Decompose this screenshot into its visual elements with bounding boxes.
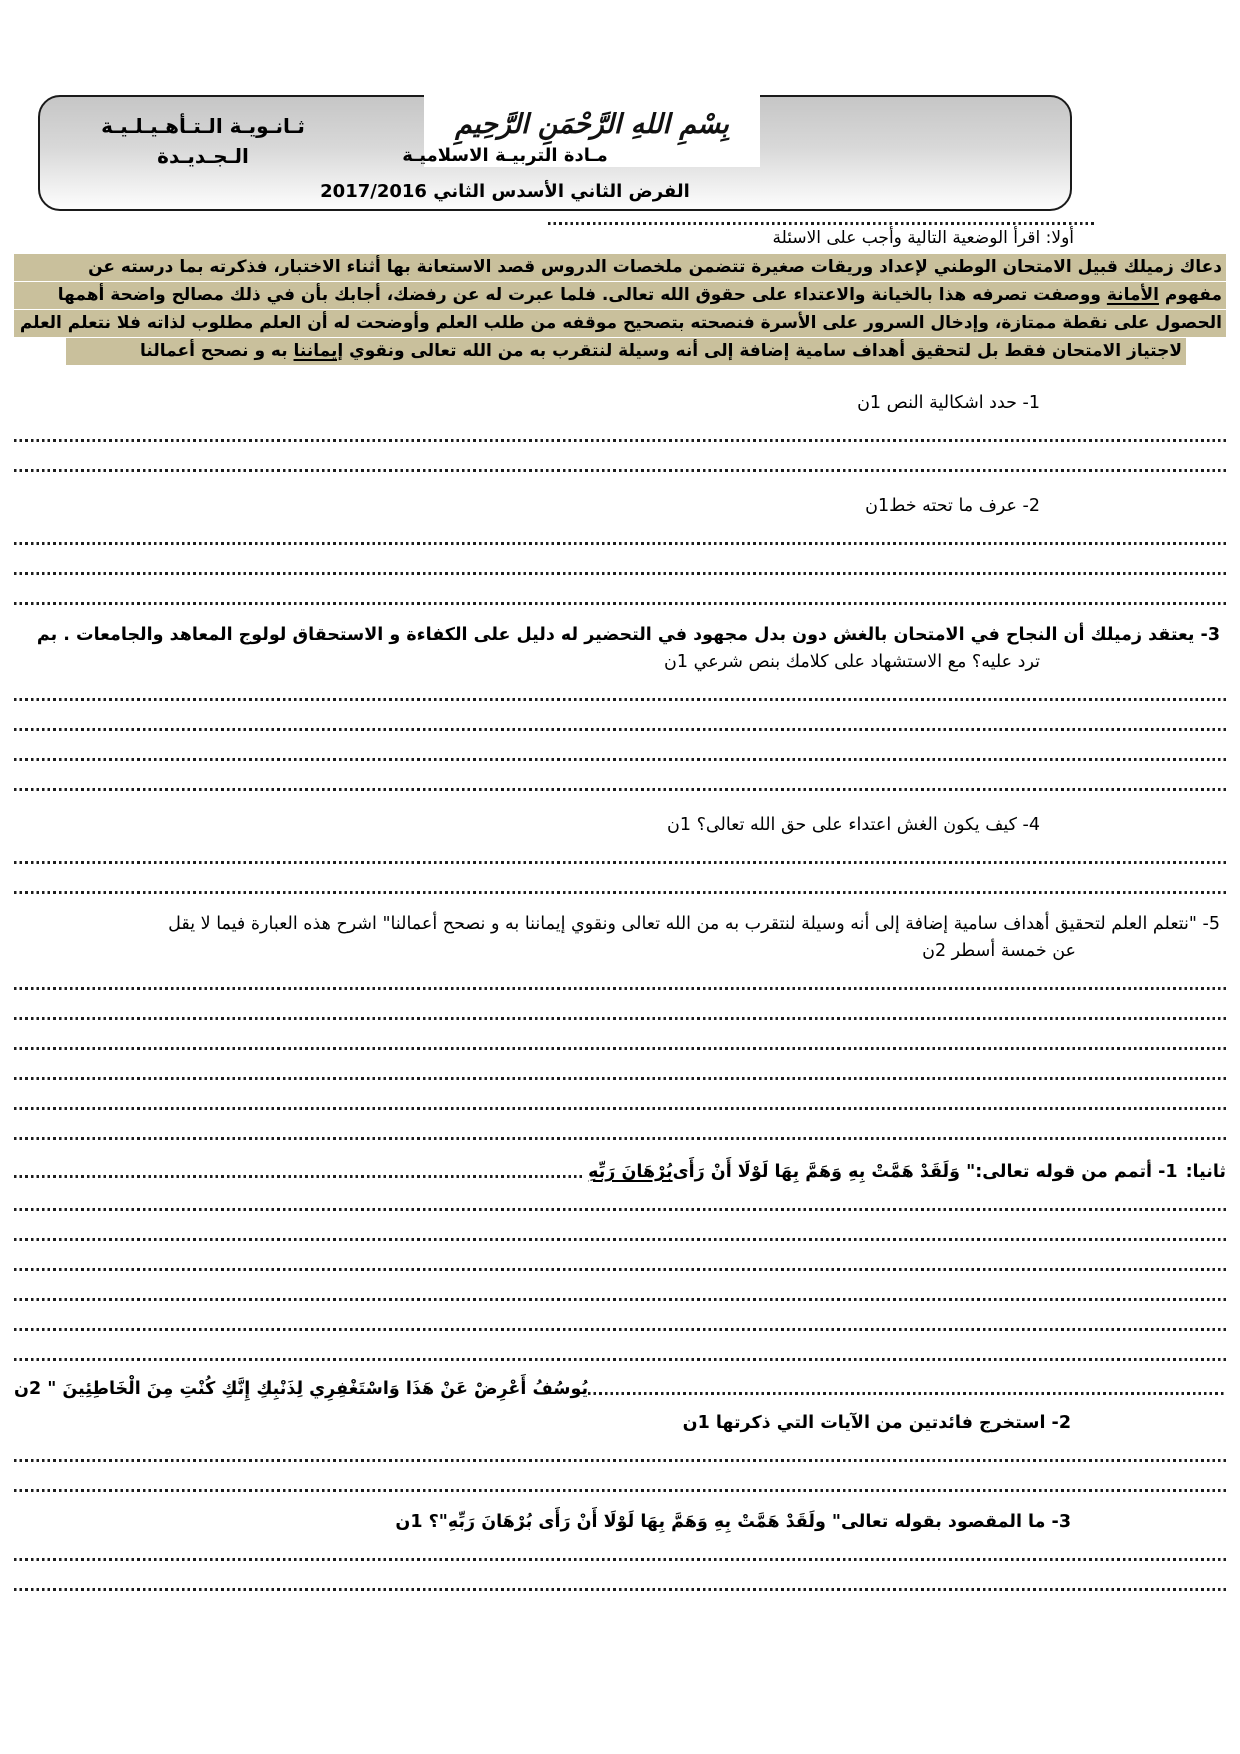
answer-line xyxy=(14,698,1226,701)
question-3-line1: 3- يعتقد زميلك أن النجاح في الامتحان بالغش دون بدل مجهود في التحضير له دليل على الكفاءة و الاستحقاق لولوج المعاهد والجامعات . بم xyxy=(36,625,1220,645)
school-name-line2: الـجـديـدة xyxy=(157,144,249,168)
answer-lines-s2q3 xyxy=(14,1558,1226,1591)
exam-body xyxy=(0,214,1240,1591)
underlined-term-amana: الأمانة xyxy=(1106,285,1159,305)
answer-line xyxy=(14,1268,1226,1271)
answer-lines-q1 xyxy=(14,439,1226,472)
separator-line xyxy=(548,222,1096,225)
situation-line: مفهوم الأمانة ووصفت تصرفه هذا بالخيانة والاعتداء على حقوق الله تعالى. فلما عبرت له عن رفضك، أجابك بأن في ذلك مصالح واضحة أهمها xyxy=(14,282,1226,309)
quran-verse-start: 1- أتمم من قوله تعالى:" وَلَقَدْ هَمَّتْ بِهِ وَهَمَّ بِهَا لَوْلَا أَنْ رَأَى xyxy=(672,1162,1178,1182)
answer-line xyxy=(588,1392,1226,1395)
section2-question-3: 3- ما المقصود بقوله تعالى" ولَقَدْ هَمَّتْ بِهِ وَهَمَّ بِهَا لَوْلَا أَنْ رَأَى بُرْهَانَ رَبِّهِ"؟ 1ن xyxy=(395,1512,1071,1532)
answer-lines-q4 xyxy=(14,861,1226,894)
answer-line xyxy=(14,1328,1226,1331)
header-box xyxy=(38,95,1072,211)
answer-line xyxy=(14,987,1226,990)
bismillah-calligraphy: بِسْمِ اللهِ الرَّحْمَنِ الرَّحِيمِ xyxy=(424,81,760,167)
section1-intro: أولا: اقرأ الوضعية التالية وأجب على الاسئلة xyxy=(772,228,1074,248)
answer-line xyxy=(14,728,1226,731)
situation-line: الحصول على نقطة ممتازة، وإدخال السرور على الأسرة فنصحته بتصحيح موقفه من طلب العلم وأوضحت له أن العلم مطلوب لذاته فلا نتعلم العلم xyxy=(14,310,1226,337)
answer-line xyxy=(14,1588,1226,1591)
answer-line xyxy=(14,542,1226,545)
answer-line xyxy=(14,1298,1226,1301)
answer-lines-s2q1 xyxy=(14,1208,1226,1361)
answer-line xyxy=(14,788,1226,791)
answer-lines-q3 xyxy=(14,698,1226,791)
answer-line xyxy=(14,1238,1226,1241)
verse-completion-line xyxy=(14,1377,1226,1401)
question-3-line2: ترد عليه؟ مع الاستشهاد على كلامك بنص شرعي 1ن xyxy=(664,652,1040,672)
section2-question-2: 2- استخرج فائدتين من الآيات التي ذكرتها 1ن xyxy=(682,1413,1071,1433)
answer-line xyxy=(14,1047,1226,1050)
situation-paragraph xyxy=(14,254,1226,365)
answer-line xyxy=(14,758,1226,761)
situation-line: لاجتياز الامتحان فقط بل لتحقيق أهداف سامية إضافة إلى أنه وسيلة لنتقرب به من الله تعالى ونقوي إيماننا به و نصحح أعمالنا xyxy=(66,338,1186,365)
answer-line xyxy=(14,861,1226,864)
exam-title: الفرض الثاني الأسدس الثاني 2017/2016 xyxy=(320,181,690,202)
answer-line xyxy=(14,1358,1226,1361)
answer-line xyxy=(14,1017,1226,1020)
section2-intro xyxy=(14,1160,1226,1184)
answer-lines-q5 xyxy=(14,987,1226,1140)
question-2: 2- عرف ما تحته خط1ن xyxy=(865,496,1040,516)
question-1: 1- حدد اشكالية النص 1ن xyxy=(857,393,1040,413)
answer-line xyxy=(14,1459,1226,1462)
question-5-line1: 5- "نتعلم العلم لتحقيق أهداف سامية إضافة إلى أنه وسيلة لنتقرب به من الله تعالى ونقوي إيماننا به و نصحح أعمالنا" اشرح هذه العبارة فيما لا يقل xyxy=(168,914,1220,934)
section2-label: ثانيا: xyxy=(1185,1162,1226,1182)
school-name xyxy=(78,111,328,171)
answer-line xyxy=(14,1489,1226,1492)
underlined-term-imanuna: إيماننا xyxy=(293,341,344,361)
question-4: 4- كيف يكون الغش اعتداء على حق الله تعالى؟ 1ن xyxy=(667,815,1040,835)
answer-line xyxy=(14,602,1226,605)
answer-line xyxy=(14,1208,1226,1211)
answer-line xyxy=(14,1558,1226,1561)
answer-line xyxy=(14,439,1226,442)
quran-verse-end: يُوسُفُ أَعْرِضْ عَنْ هَذَا وَاسْتَغْفِرِي لِذَنْبِكِ إِنَّكِ كُنْتِ مِنَ الْخَاطِئِينَ " 2ن xyxy=(14,1379,589,1399)
answer-line xyxy=(14,1137,1226,1140)
answer-line xyxy=(14,572,1226,575)
answer-line xyxy=(14,1107,1226,1110)
answer-lines-s2q2 xyxy=(14,1459,1226,1492)
answer-line xyxy=(14,1077,1226,1080)
question-5-line2: عن خمسة أسطر 2ن xyxy=(922,941,1076,961)
subject-title: مـادة التربيـة الاسلاميـة xyxy=(402,145,608,166)
school-name-line1: ثـانـويـة الـتـأهـيـلـيـة xyxy=(101,114,305,138)
answer-line xyxy=(14,891,1226,894)
quran-verse-underlined: بُرْهَانَ رَبِّهِ xyxy=(588,1162,673,1182)
situation-line: دعاك زميلك قبيل الامتحان الوطني لإعداد وريقات صغيرة تتضمن ملخصات الدروس قصد الاستعانة بها أثناء الاختبار، فذكرته بما درسته عن xyxy=(14,254,1226,281)
answer-line xyxy=(14,1175,582,1178)
answer-line xyxy=(14,469,1226,472)
answer-lines-q2 xyxy=(14,542,1226,605)
